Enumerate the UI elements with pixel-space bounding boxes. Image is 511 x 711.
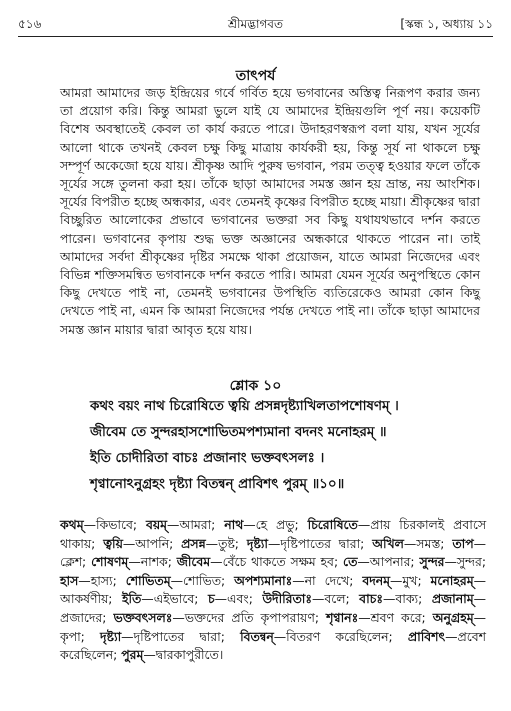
synonym-meaning: —বলে; — [311, 591, 360, 607]
chapter-reference: [স্কন্ধ ১, অধ্যায় ১১ — [400, 17, 493, 31]
verse-line: কথং বয়ং নাথ চিরোষিতে ত্বয়ি প্রসন্নদৃষ্ট্যাখিলতাপশোষণম্ । — [90, 399, 399, 414]
synonym-meaning: —শ্রবণ করে; — [358, 609, 433, 625]
synonym-meaning: —কিভাবে; — [83, 517, 146, 532]
synonym-term: শোষণম্ — [91, 554, 129, 570]
synonym-meaning: —বেঁচে থাকতে সক্ষম হব; — [210, 554, 344, 570]
synonym-meaning: —তুষ্ট; — [205, 535, 247, 551]
synonym-term: ইতি — [122, 591, 142, 607]
word-meanings — [60, 516, 486, 665]
synonym-term: তাপ — [452, 535, 474, 551]
synonym-term: বিতন্বন্ — [240, 628, 274, 644]
synonym-term: প্রজানাম্ — [431, 591, 474, 607]
verse-line: ইতি চোদীরিতা বাচঃ প্রজানাং ভক্তবৎসলঃ । — [90, 451, 325, 466]
synonym-meaning: —বাক্য; — [382, 591, 432, 607]
synonym-meaning: —আমরা; — [167, 517, 225, 532]
synonym-meaning: —আপনার; — [357, 554, 420, 570]
synonym-meaning: —প্রায় চিরকালই প্রবাসে থাকায়; — [60, 517, 487, 551]
header-rule — [18, 36, 493, 37]
synonym-term: বয়ম্ — [145, 517, 168, 532]
synonym-term: সুন্দর — [419, 554, 445, 570]
synonym-term: প্রাবিশৎ — [407, 628, 446, 644]
synonym-term: কথম্ — [60, 517, 84, 532]
synonym-term: অপশ্যমানাঃ — [234, 572, 293, 588]
book-title: শ্রীমদ্ভাগবত — [227, 17, 283, 31]
synonym-term: শোভিতম্ — [125, 572, 171, 588]
synonym-meaning: —প্রজাদের; — [60, 591, 486, 625]
synonym-term: নাথ — [224, 517, 244, 532]
synonym-meaning: —মুখ; — [390, 572, 431, 588]
purport-heading: তাৎপর্য — [235, 68, 276, 84]
synonym-meaning: —ক্লেশ; — [60, 535, 487, 570]
synonym-term: প্রসন্ন — [181, 535, 206, 551]
page-number: ৫১৬ — [18, 17, 42, 31]
synonym-meaning: —নাশক; — [128, 554, 177, 570]
synonym-meaning: —ভক্তদের প্রতি কৃপাপরায়ণ; — [172, 609, 327, 625]
synonym-meaning: —বিতরণ করেছিলেন; — [273, 628, 408, 644]
synonym-meaning: —আকর্ষণীয়; — [60, 572, 486, 607]
synonym-meaning: —প্রবেশ করেছিলেন; — [60, 628, 486, 663]
synonym-meaning: —দৃষ্টিপাতের দ্বারা; — [267, 535, 373, 551]
synonym-term: দৃষ্ট্যা — [100, 628, 122, 644]
synonym-term: পুরম্ — [121, 647, 144, 663]
synonym-term: জীবেম — [176, 554, 211, 570]
purport-text: আমরা আমাদের জড় ইন্দ্রিয়ের গর্বে গর্বিত হয়ে ভগবানের অস্তিত্ব নিরূপণ করার জন্য তা প্রয়োগ করি। কিন্তু আমরা ভুলে যাই যে আমাদের ইন্দ্রিয়গুলি পূর্ণ নয়। কয়েকটি বিশেষ অবস্থাতেই কেবল তা কার্য করতে পারে। উদাহরণস্বরূপ বলা যায়, যখন সূর্যের আলো থাকে তখনই কেবল চক্ষু কিছু মাত্রায় কার্যকরী হয়, কিন্তু সূর্য না থাকলে চক্ষু সম্পূর্ণ অকেজো হয়ে যায়। শ্রীকৃষ্ণ আদি পুরুষ ভগবান, পরম তত্ত্ব হওয়ার ফলে তাঁকে সূর্যের সঙ্গে তুলনা করা হয়। তাঁকে ছাড়া আমাদের সমস্ত জ্ঞান হয় ভ্রান্ত, নয় আংশিক। সূর্যের বিপরীত হচ্ছে অন্ধকার, এবং তেমনই কৃষ্ণের বিপরীত হচ্ছে মায়া। শ্রীকৃষ্ণের দ্বারা বিচ্ছুরিত আলোকের প্রভাবে ভগবানের ভক্তরা সব কিছু যথাযথভাবে দর্শন করতে পারেন। ভগবানের কৃপায় শুদ্ধ ভক্ত অজ্ঞানের অন্ধকারে থাকতে পারেন না। তাই আমাদের সর্বদা শ্রীকৃষ্ণের দৃষ্টির সমক্ষে থাকা প্রয়োজন, যাতে আমরা নিজেদের এবং বিভিন্ন শক্তিসমন্বিত ভগবানকে দর্শন করতে পারি। আমরা যেমন সূর্যের অনুপস্থিতে কোন কিছু দেখতে পাই না, তেমনই ভগবানের উপস্থিতি ব্যতিরেকেও আমরা কোন কিছু দেখতে পাই না, এমন কি আমরা নিজেদের পর্যন্ত দেখতে পাই না। তাঁকে ছাড়া আমাদের সমস্ত জ্ঞান মায়ার দ্বারা আবৃত হয়ে যায়। — [60, 85, 480, 337]
running-head — [18, 16, 493, 34]
verse-text — [90, 394, 490, 498]
synonym-meaning: —দৃষ্টিপাতের দ্বারা; — [121, 628, 241, 644]
synonym-meaning: —সুন্দর; — [444, 554, 486, 570]
synonym-meaning: —দ্বারকাপুরীতে। — [143, 647, 224, 663]
verse-line: শৃণ্বানোঽনুগ্রহং দৃষ্ট্যা বিতন্বন্ প্রাবিশৎ পুরম্ ॥১০॥ — [90, 477, 345, 492]
synonym-term: হাস — [60, 572, 79, 588]
synonym-meaning: —হে প্রভু; — [243, 517, 308, 532]
synonym-meaning: —কৃপা; — [60, 609, 486, 644]
synonym-term: তে — [343, 554, 358, 570]
synonym-term: চ — [207, 591, 215, 607]
verse-heading: শ্লোক ১০ — [229, 378, 282, 394]
synonym-term: বাচঃ — [359, 591, 383, 607]
synonym-term: অখিল — [372, 535, 404, 551]
synonym-meaning: —হাস্য; — [78, 572, 126, 588]
synonym-meaning: —না দেখে; — [292, 572, 363, 588]
synonym-term: অনুগ্রহম্ — [432, 609, 474, 625]
verse-line: জীবেম তে সুন্দরহাসশোভিতমপশ্যমানা বদনং মনোহরম্ ॥ — [90, 425, 387, 440]
synonym-meaning: —এবং; — [214, 591, 263, 607]
synonym-meaning: —শোভিত; — [170, 572, 235, 588]
synonym-term: উদীরিতাঃ — [262, 591, 312, 607]
synonym-term: ত্বয়ি — [103, 535, 123, 551]
synonym-meaning: —এইভাবে; — [141, 591, 208, 607]
synonym-term: ভক্তবৎসলঃ — [113, 609, 173, 625]
synonym-meaning: —সমস্ত; — [403, 535, 453, 551]
synonym-meaning: —আপনি; — [122, 535, 182, 551]
synonym-term: মনোহরম্ — [430, 572, 474, 588]
synonym-term: শৃণ্বানঃ — [326, 609, 359, 625]
synonym-term: বদনম্ — [362, 572, 391, 588]
synonym-term: দৃষ্ট্যা — [246, 535, 268, 551]
synonym-term: চিরোষিতে — [307, 517, 358, 532]
